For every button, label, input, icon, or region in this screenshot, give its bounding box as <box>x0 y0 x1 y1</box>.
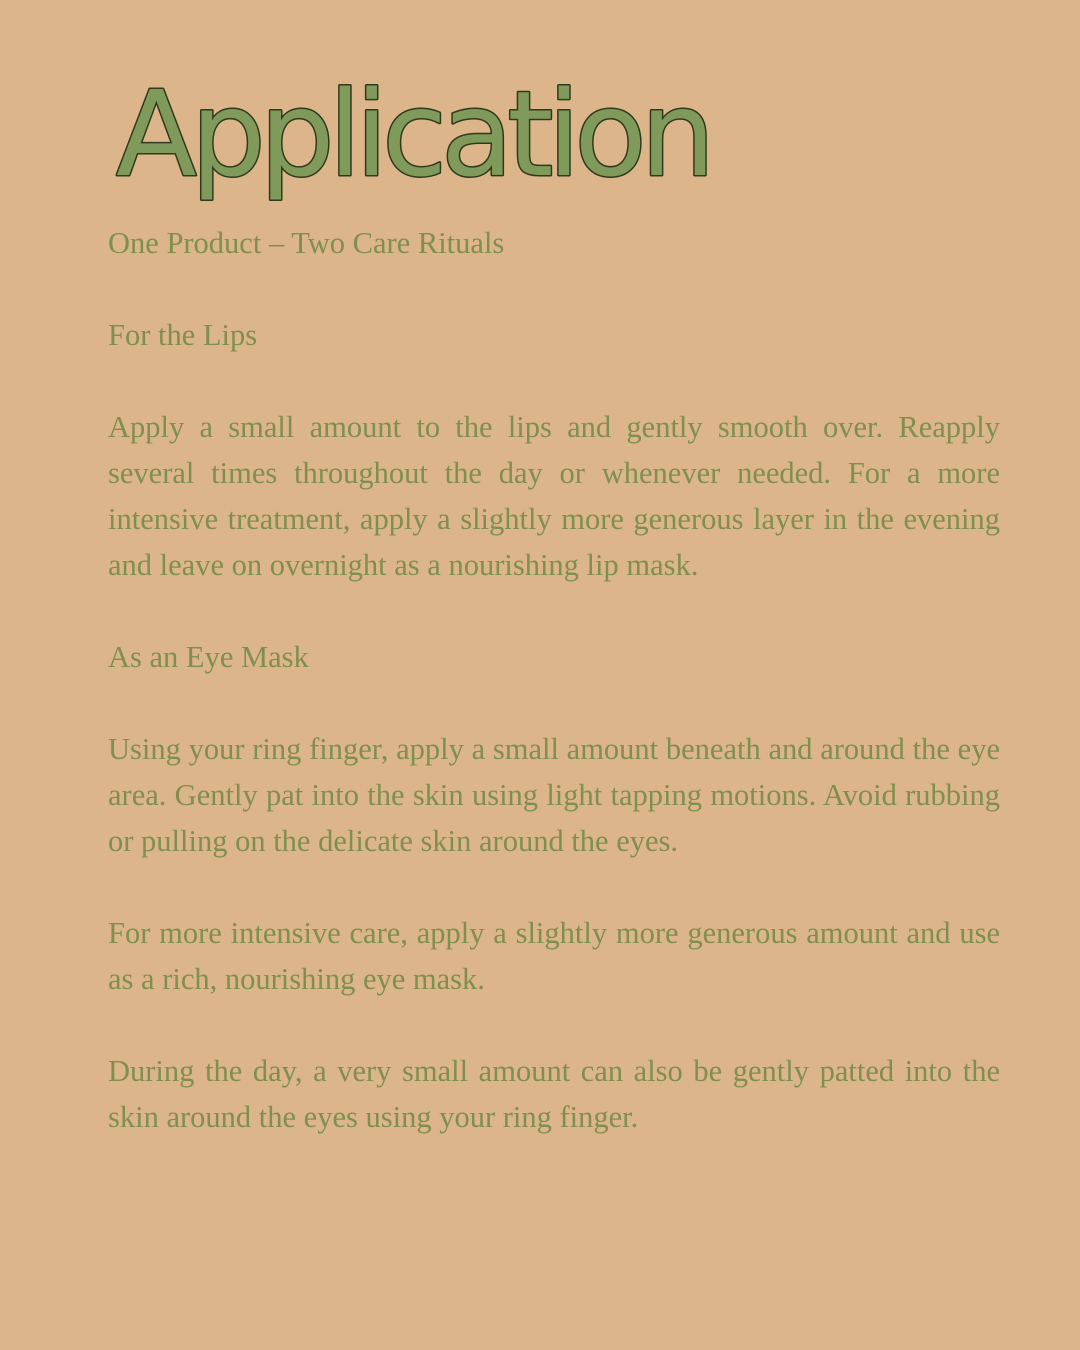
page-title: Application <box>116 65 710 203</box>
lips-paragraph: Apply a small amount to the lips and gently smooth over. Reapply several times throughout the day or whenever needed. For a more intensive treatment, apply a slightly more generous layer in the evening and leave on overnight as a nourishing lip mask. <box>108 410 1000 582</box>
eye-mask-paragraph-1: Using your ring finger, apply a small amount beneath and around the eye area. Gently pat into the skin using light tapping motions. Avoid rubbing or pulling on the delicate skin around the eyes. <box>108 732 1000 858</box>
section-heading-eye-mask: As an Eye Mask <box>108 640 309 674</box>
subtitle: One Product – Two Care Rituals <box>108 226 505 260</box>
content-page <box>108 60 1000 1140</box>
eye-mask-paragraph-3: During the day, a very small amount can also be gently patted into the skin around the eyes using your ring finger. <box>108 1054 1000 1134</box>
eye-mask-paragraph-2: For more intensive care, apply a slightly more generous amount and use as a rich, nourishing eye mask. <box>108 916 1000 996</box>
section-heading-lips: For the Lips <box>108 318 258 352</box>
title-block <box>114 60 1000 220</box>
page-title-graphic <box>114 60 710 220</box>
